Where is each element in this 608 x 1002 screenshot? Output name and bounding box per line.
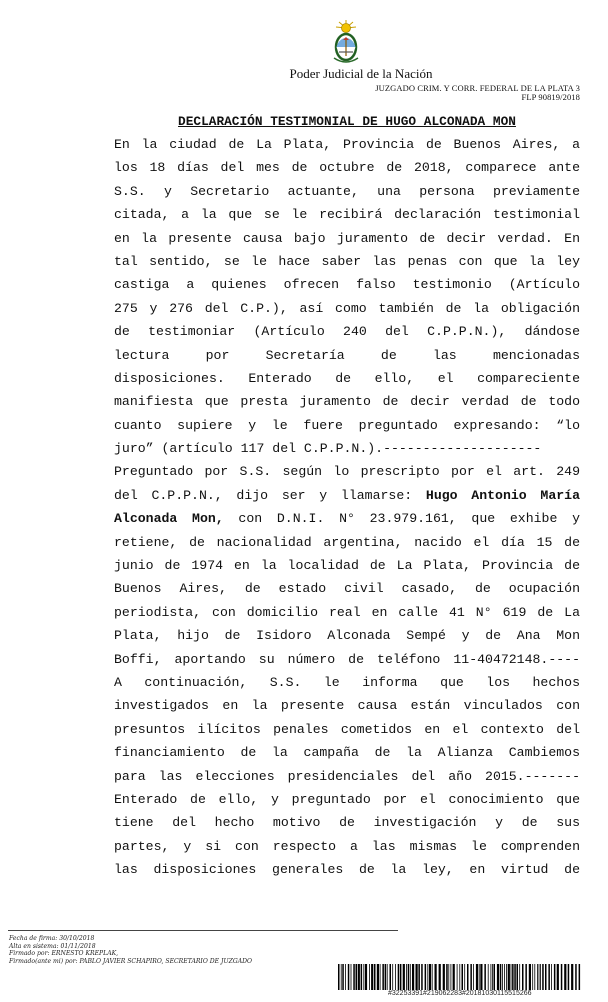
barcode-bar bbox=[387, 964, 388, 990]
body-line: los 18 días del mes de octubre de 2018, comparece ante bbox=[114, 160, 580, 176]
barcode-bar bbox=[539, 964, 540, 990]
barcode-bar bbox=[480, 964, 482, 990]
barcode-bar bbox=[525, 964, 527, 990]
barcode-bar bbox=[512, 964, 514, 990]
barcode-bar bbox=[545, 964, 547, 990]
barcode-bar bbox=[380, 964, 381, 990]
barcode-bar bbox=[470, 964, 472, 990]
barcode-bar bbox=[395, 964, 396, 990]
barcode-bar bbox=[462, 964, 464, 990]
barcode-bar bbox=[561, 964, 563, 990]
barcode-bar bbox=[374, 964, 376, 990]
body-line: lectura por Secretaría de las mencionadas bbox=[114, 347, 580, 363]
barcode-bar bbox=[342, 964, 344, 990]
barcode-bar bbox=[358, 964, 360, 990]
barcode-bar bbox=[494, 964, 496, 990]
barcode-bar bbox=[451, 964, 452, 990]
body-line: Buenos Aires, de estado civil casado, de ocupación bbox=[114, 581, 580, 597]
body-line: Plata, hijo de Isidoro Alconada Sempé y de Ana Mon bbox=[114, 628, 580, 644]
document-barcode bbox=[338, 964, 582, 990]
barcode-bar bbox=[517, 964, 519, 990]
body-text-fragment: con D.N.I. N° 23.979.161, que exhibe y bbox=[238, 511, 580, 527]
body-line-witness-intro bbox=[114, 484, 580, 507]
body-line-witness-id bbox=[114, 507, 580, 530]
barcode-bar bbox=[412, 964, 414, 990]
barcode-bar bbox=[457, 964, 458, 990]
court-office: JUZGADO CRIM. Y CORR. FEDERAL DE LA PLATA 3 bbox=[375, 83, 580, 93]
signature-metadata bbox=[9, 935, 252, 965]
barcode-bar bbox=[390, 964, 392, 990]
barcode-bar bbox=[522, 964, 524, 990]
body-line: presuntos ilícitos penales cometidos en el contexto del bbox=[114, 721, 580, 737]
barcode-bar bbox=[400, 964, 402, 990]
body-line: En la ciudad de La Plata, Provincia de Buenos Aires, a bbox=[114, 137, 580, 152]
body-line: en la presente causa bajo juramento de decir verdad. En bbox=[114, 230, 580, 246]
barcode-bar bbox=[351, 964, 352, 990]
body-line: junio de 1974 en la localidad de La Plata, Provincia de bbox=[114, 558, 580, 574]
witness-name-last: Alconada Mon, bbox=[114, 511, 224, 527]
barcode-bar bbox=[504, 964, 505, 990]
barcode-bar bbox=[473, 964, 474, 990]
body-line: partes, y si con respecto a las mismas le comprenden bbox=[114, 838, 580, 854]
body-line: manifiesta que presta juramento de decir verdad de todo bbox=[114, 394, 580, 410]
body-line: citada, a la que se le recibirá declaración testimonial bbox=[114, 207, 580, 223]
body-line: juro” (artículo 117 del C.P.P.N.).-------------------- bbox=[114, 441, 542, 457]
barcode-bar bbox=[467, 964, 469, 990]
barcode-bar bbox=[425, 964, 427, 990]
barcode-bar bbox=[361, 964, 363, 990]
national-coat-of-arms-icon bbox=[328, 18, 364, 66]
barcode-bar bbox=[353, 964, 355, 990]
barcode-bar bbox=[356, 964, 358, 990]
barcode-bar bbox=[369, 964, 370, 990]
barcode-bar bbox=[345, 964, 346, 990]
barcode-bar bbox=[484, 964, 486, 990]
body-line: para las elecciones presidenciales del año 2015.------- bbox=[114, 768, 580, 784]
barcode-bar bbox=[537, 964, 538, 990]
barcode-bar bbox=[529, 964, 531, 990]
body-line: investigados en la presente causa están vinculados con bbox=[114, 698, 580, 714]
barcode-bar bbox=[542, 964, 544, 990]
signed-before: Firmado(ante mi) por: PABLO JAVIER SCHAPIRO, SECRETARIO DE JUZGADO bbox=[9, 957, 253, 965]
body-line: Enterado de ello, y preguntado por el conocimiento que bbox=[114, 791, 580, 807]
court-office-block bbox=[375, 84, 580, 102]
barcode-bar bbox=[410, 964, 411, 990]
document-title: DECLARACIÓN TESTIMONIAL DE HUGO ALCONADA MON bbox=[178, 114, 516, 129]
body-line: tiene del hecho motivo de investigación y de sus bbox=[114, 815, 580, 831]
barcode-bar bbox=[398, 964, 400, 990]
barcode-bar bbox=[385, 964, 387, 990]
barcode-bar bbox=[476, 964, 478, 990]
barcode-bar bbox=[506, 964, 507, 990]
document-body bbox=[114, 133, 580, 882]
body-line: disposiciones. Enterado de ello, el compareciente bbox=[114, 370, 580, 386]
barcode-bar bbox=[557, 964, 559, 990]
barcode-bar bbox=[532, 964, 533, 990]
barcode-bar bbox=[348, 964, 350, 990]
barcode-bar bbox=[432, 964, 433, 990]
barcode-bar bbox=[571, 964, 573, 990]
barcode-bar bbox=[429, 964, 431, 990]
barcode-bar bbox=[439, 964, 441, 990]
barcode-bar bbox=[579, 964, 581, 990]
barcode-bar bbox=[448, 964, 449, 990]
barcode-bar bbox=[519, 964, 520, 990]
body-line: Preguntado por S.S. según lo prescripto por el art. 249 bbox=[114, 464, 580, 480]
barcode-bar bbox=[464, 964, 465, 990]
barcode-bar bbox=[363, 964, 364, 990]
barcode-bar bbox=[416, 964, 418, 990]
barcode-bar bbox=[492, 964, 493, 990]
barcode-bar bbox=[554, 964, 556, 990]
body-line: A continuación, S.S. le informa que los hechos bbox=[114, 674, 580, 690]
barcode-bar bbox=[427, 964, 428, 990]
barcode-bar bbox=[502, 964, 503, 990]
barcode-bar bbox=[511, 964, 512, 990]
body-line: Boffi, aportando su número de teléfono 11-40472148.---- bbox=[114, 651, 580, 667]
barcode-bar bbox=[564, 964, 566, 990]
body-line: las disposiciones generales de la ley, en virtud de bbox=[114, 862, 580, 878]
barcode-number: #32253391#219062283#20181030115515266 bbox=[388, 990, 532, 997]
barcode-bar bbox=[421, 964, 423, 990]
barcode-bar bbox=[338, 964, 340, 990]
barcode-bar bbox=[479, 964, 480, 990]
body-line: 275 y 276 del C.P.), así como también de la obligación bbox=[114, 300, 580, 316]
barcode-bar bbox=[446, 964, 448, 990]
witness-name-first: Hugo Antonio María bbox=[425, 487, 580, 503]
body-text-fragment: del C.P.P.N., dijo ser y llamarse: bbox=[114, 487, 413, 503]
barcode-bar bbox=[453, 964, 455, 990]
barcode-bar bbox=[459, 964, 460, 990]
body-line: de testimoniar (Artículo 240 del C.P.P.N.), dándose bbox=[114, 324, 580, 340]
barcode-bar bbox=[575, 964, 577, 990]
barcode-bar bbox=[418, 964, 420, 990]
barcode-bar bbox=[551, 964, 552, 990]
barcode-bar bbox=[568, 964, 570, 990]
barcode-bar bbox=[403, 964, 405, 990]
barcode-bar bbox=[514, 964, 516, 990]
body-line: S.S. y Secretario actuante, una persona previamente bbox=[114, 183, 580, 199]
body-line: castiga a quienes ofrecen falso testimonio (Artículo bbox=[114, 277, 580, 293]
case-number: FLP 90819/2018 bbox=[521, 92, 580, 102]
body-line: periodista, con domicilio real en calle 41 N° 619 de La bbox=[114, 604, 580, 620]
body-line: tal sentido, se le hace saber las penas con que la ley bbox=[114, 253, 580, 269]
barcode-bar bbox=[491, 964, 492, 990]
barcode-bar bbox=[488, 964, 489, 990]
barcode-bar bbox=[508, 964, 510, 990]
body-line: cuanto supiere y le fuere preguntado expresando: “lo bbox=[114, 417, 580, 433]
barcode-bar bbox=[497, 964, 499, 990]
system-date: Alta en sistema: 01/11/2018 bbox=[9, 942, 96, 950]
court-name: Poder Judicial de la Nación bbox=[289, 66, 433, 81]
body-line: financiamiento de la campaña de la Alianza Cambiemos bbox=[114, 745, 580, 761]
barcode-bar bbox=[540, 964, 541, 990]
body-line: retiene, de nacionalidad argentina, nacido el día 15 de bbox=[114, 534, 580, 550]
barcode-bar bbox=[500, 964, 502, 990]
barcode-bar bbox=[382, 964, 384, 990]
footer-divider bbox=[8, 930, 398, 931]
signed-by: Firmado por: ERNESTO KREPLAK, bbox=[9, 950, 119, 958]
barcode-bar bbox=[392, 964, 393, 990]
barcode-bar bbox=[365, 964, 367, 990]
barcode-bar bbox=[341, 964, 342, 990]
barcode-bar bbox=[548, 964, 550, 990]
barcode-bar bbox=[408, 964, 410, 990]
barcode-bar bbox=[377, 964, 379, 990]
barcode-bar bbox=[435, 964, 437, 990]
barcode-bar bbox=[406, 964, 407, 990]
barcode-bar bbox=[534, 964, 535, 990]
barcode-bar bbox=[371, 964, 373, 990]
barcode-bar bbox=[443, 964, 445, 990]
signature-date: Fecha de firma: 30/10/2018 bbox=[9, 935, 95, 942]
